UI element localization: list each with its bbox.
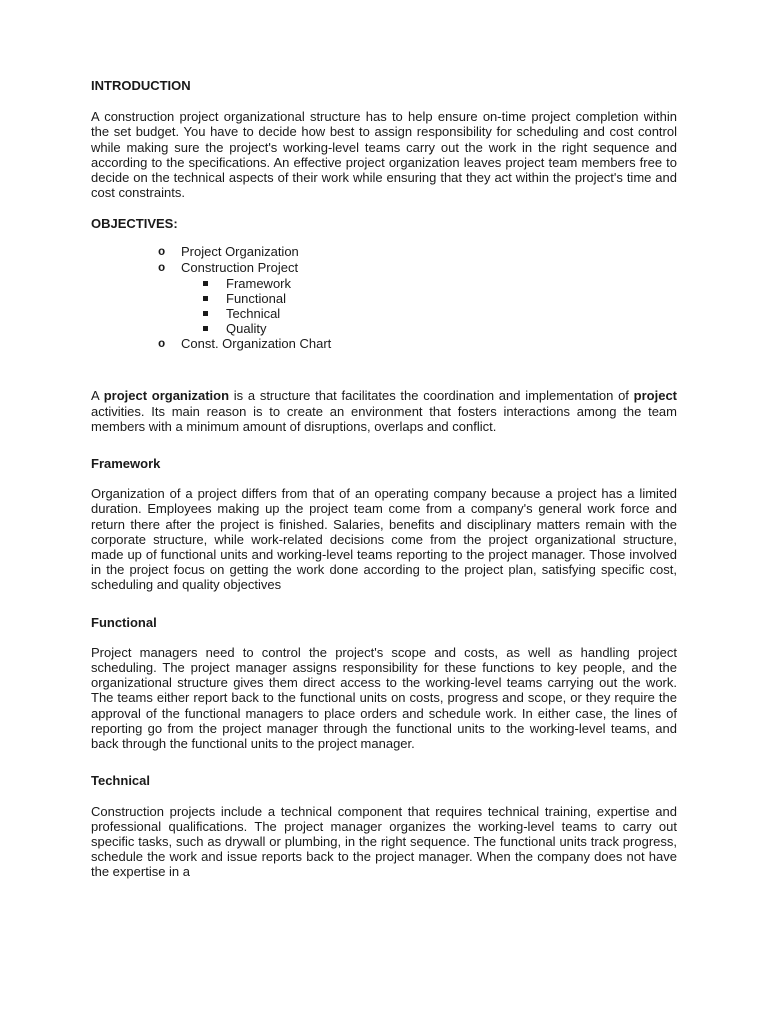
square-bullet-icon [203, 326, 208, 331]
objective-sub-item [181, 306, 677, 321]
objective-sub-label: Framework [226, 275, 292, 291]
bold-term: project organization [103, 388, 230, 404]
objective-item [91, 244, 677, 260]
square-bullet-icon [203, 281, 208, 286]
circle-bullet-icon: o [158, 244, 166, 259]
objective-item [91, 260, 677, 337]
text-run: activities. Its main reason is to create an environment that fosters interactions among the team members with a minimum amount of disruptions, overlaps and conflict. [91, 403, 677, 434]
objective-sub-label: Technical [226, 306, 281, 322]
objective-sub-label: Functional [226, 290, 286, 306]
framework-paragraph: Organization of a project differs from that of an operating company because a project has a limited duration. Employees making up the project team come from a company's general work force and return there after the project is finished. Salaries, benefits and disciplinary matters remain with the corporate structure, while work-related decisions come from the project organizational structure, made up of functional units and working-level teams reporting to the project manager. Those involved in the project focus on getting the work done according to the project plan, satisfying specific cost, scheduling and quality objectives [91, 486, 677, 593]
functional-paragraph: Project managers need to control the project's scope and costs, as well as handling project scheduling. The project manager assigns responsibility for these functions to key people, and the organizational structure gives them direct access to the working-level teams carrying out the work. The teams either report back to the functional units on costs, progress and scope, or they require the approval of the functional managers to place orders and schedule work. In either case, the lines of reporting go from the project manager through the functional units to the working-level teams, and back through the functional units to the project manager. [91, 644, 677, 752]
square-bullet-icon [203, 311, 208, 316]
document-content [91, 78, 677, 880]
bold-term: project [633, 388, 677, 404]
objective-item [91, 336, 677, 352]
objective-label: Construction Project [181, 259, 299, 275]
framework-heading: Framework [91, 456, 161, 472]
objectives-list [91, 244, 677, 353]
text-run: is a structure that facilitates the coordination and implementation of [229, 388, 634, 404]
objectives-heading: OBJECTIVES: [91, 216, 178, 232]
objective-sub-list [181, 276, 677, 337]
square-bullet-icon [203, 296, 208, 301]
technical-heading: Technical [91, 773, 151, 789]
circle-bullet-icon: o [158, 337, 166, 352]
introduction-paragraph: A construction project organizational structure has to help ensure on-time project completion within the set budget. You have to decide how best to assign responsibility for scheduling and cost control while making sure the project's working-level teams carry out the work in the right sequence and according to the specifications. An effective project organization leaves project team members free to decide on the technical aspects of their work while ensuring that they act within the project's time and cost constraints. [91, 109, 677, 201]
objective-sub-item [181, 276, 677, 291]
introduction-heading: INTRODUCTION [91, 78, 191, 93]
text-run: A [91, 388, 104, 404]
objective-sub-label: Quality [226, 321, 267, 337]
project-organization-paragraph [91, 388, 677, 434]
objective-sub-item [181, 291, 677, 306]
objective-label: Project Organization [181, 243, 299, 259]
objective-label: Const. Organization Chart [181, 336, 332, 352]
functional-heading: Functional [91, 614, 157, 630]
technical-paragraph: Construction projects include a technical component that requires technical training, expertise and professional qualifications. The project manager organizes the working-level teams to carry out specific tasks, such as drywall or plumbing, in the right sequence. The functional units track progress, schedule the work and issue reports back to the project manager. When the company does not have the expertise in a [91, 803, 677, 880]
objective-sub-item [181, 321, 677, 336]
circle-bullet-icon: o [158, 260, 166, 275]
